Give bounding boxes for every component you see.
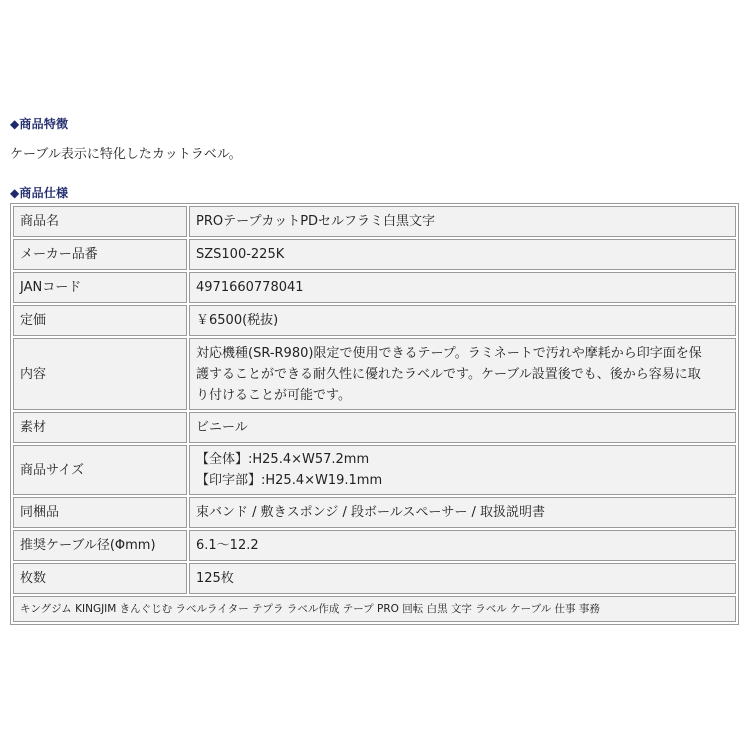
table-row (13, 530, 736, 561)
table-row (13, 596, 736, 622)
row-value-product-size (189, 445, 736, 495)
row-label-cable-diameter: 推奨ケーブル径(Φmm) (13, 530, 187, 561)
row-value-material: ビニール (189, 412, 736, 443)
size-line: 【印字部】:H25.4×W19.1mm (196, 473, 383, 488)
table-row (13, 497, 736, 528)
row-label-product-name: 商品名 (13, 206, 187, 237)
row-label-sheet-count: 枚数 (13, 563, 187, 594)
row-value-sheet-count: 125枚 (189, 563, 736, 594)
row-label-maker-code: メーカー品番 (13, 239, 187, 270)
row-value-jan-code: 4971660778041 (189, 272, 736, 303)
contents-line: り付けることが可能です。 (196, 387, 351, 403)
row-label-contents: 内容 (13, 338, 187, 410)
specs-heading: ◆商品仕様 (10, 186, 69, 200)
contents-line: 対応機種(SR-R980)限定で使用できるテープ。ラミネートで汚れや摩耗から印字面を保 (196, 345, 702, 361)
row-value-maker-code: SZS100-225K (189, 239, 736, 270)
row-label-jan-code: JANコード (13, 272, 187, 303)
row-label-included-items: 同梱品 (13, 497, 187, 528)
row-label-material: 素材 (13, 412, 187, 443)
row-label-product-size: 商品サイズ (13, 445, 187, 495)
table-row (13, 305, 736, 336)
row-label-list-price: 定価 (13, 305, 187, 336)
features-heading: ◆商品特徴 (10, 117, 69, 131)
table-row (13, 338, 736, 410)
search-tags: キングジム KINGJIM きんぐじむ ラベルライター テプラ ラベル作成 テープ PRO 回転 白黒 文字 ラベル ケーブル 仕事 事務 (13, 596, 736, 622)
row-value-cable-diameter: 6.1～12.2 (189, 530, 736, 561)
spec-table (10, 203, 739, 625)
table-row (13, 412, 736, 443)
size-line: 【全体】:H25.4×W57.2mm (196, 452, 370, 467)
table-row (13, 563, 736, 594)
table-row (13, 445, 736, 495)
table-row (13, 206, 736, 237)
features-text: ケーブル表示に特化したカットラベル。 (10, 147, 242, 162)
row-value-list-price: ￥6500(税抜) (189, 305, 736, 336)
row-value-included-items: 束バンド / 敷きスポンジ / 段ボールスペーサー / 取扱説明書 (189, 497, 736, 528)
table-row (13, 239, 736, 270)
contents-line: 護することができる耐久性に優れたラベルです。ケーブル設置後でも、後から容易に取 (196, 366, 701, 382)
table-row (13, 272, 736, 303)
row-value-contents (189, 338, 736, 410)
row-value-product-name: PROテープカットPDセルフラミ白黒文字 (189, 206, 736, 237)
